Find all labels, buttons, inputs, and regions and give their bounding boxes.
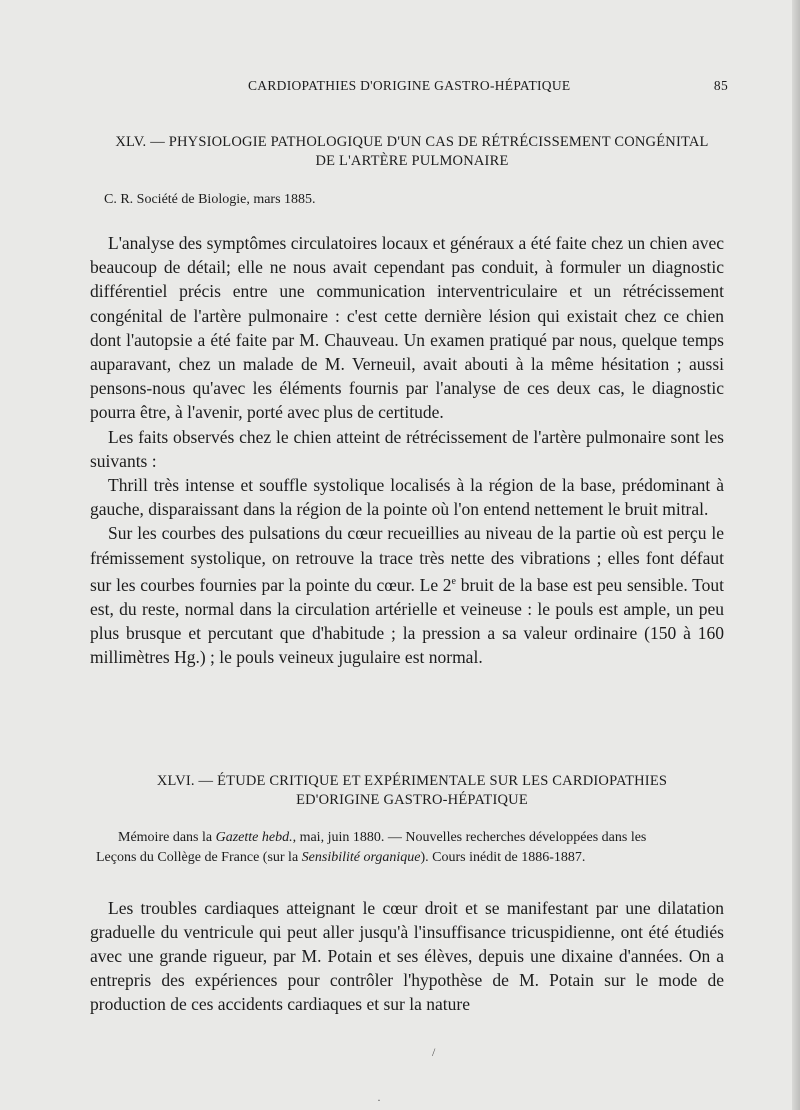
paragraph: L'analyse des symptômes circulatoires locaux et généraux a été faite chez un chien avec beaucoup de détail; elle ne nous avait cependant pas conduit, à formuler un diagnostic différentiel précis entre une communication interventriculaire et un rétrécissement congénital de l'artère pulmonaire : c'est cette dernière lésion qui existait chez ce chien dont l'autopsie a été faite par M. Chauveau. Un examen pratiqué par nous, quelque temps auparavant, chez un malade de M. Verneuil, avait abouti à la même hésitation ; aussi pensons-nous qu'avec les éléments fournis par l'analyse de ces deux cas, le diagnostic pourra être, à l'avenir, porté avec plus de certitude. — [90, 233, 724, 423]
section-45-source: C. R. Société de Biologie, mars 1885. — [104, 192, 316, 207]
section-45-body — [90, 231, 724, 669]
print-mark: · — [377, 1093, 381, 1107]
print-mark: / — [432, 1045, 436, 1059]
page-edge — [792, 0, 800, 1110]
paragraph: Sur les courbes des pulsations du cœur recueillies au niveau de la partie où est perçu le frémissement systolique, on retrouve la trace très nette des vibrations ; elles font défaut sur les courbes fournies par la pointe du cœur. Le 2e bruit de la base est peu sensible. Tout est, du reste, normal dans la circulation artérielle et veineuse : le pouls est ample, un peu plus brusque et percutant que d'habitude ; la pression a sa valeur ordinaire (150 à 160 millimètres Hg.) ; le pouls veineux jugulaire est normal. — [90, 523, 724, 668]
running-title: CARDIOPATHIES D'ORIGINE GASTRO-HÉPATIQUE — [248, 78, 571, 93]
source-line-2: Leçons du Collège de France (sur la Sensibilité organique). Cours inédit de 1886-1887. — [96, 850, 586, 865]
paragraph: Les faits observés chez le chien atteint de rétrécissement de l'artère pulmonaire sont les suivants : — [90, 426, 724, 471]
page-number: 85 — [713, 78, 728, 93]
source-line-1: Mémoire dans la Gazette hebd., mai, juin 1880. — Nouvelles recherches développées dans les — [118, 830, 647, 845]
section-45-heading — [96, 133, 728, 171]
paragraph: Thrill très intense et souffle systolique localisés à la région de la base, prédominant à gauche, disparaissant dans la région de la pointe où l'on entend nettement le bruit mitral. — [90, 475, 724, 520]
section-46-source — [96, 828, 728, 868]
section-46-heading-line-2: ED'ORIGINE GASTRO-HÉPATIQUE — [296, 792, 528, 808]
paragraph: Les troubles cardiaques atteignant le cœur droit et se manifestant par une dilatation graduelle du ventricule qui peut aller jusqu'à l'insuffisance tricuspidienne, ont été étudiés avec une grande rigueur, par M. Potain et ses élèves, depuis une dixaine d'années. On a entrepris des expériences pour contrôler l'hypothèse de M. Potain sur le mode de production de ces accidents cardiaques et sur la nature — [90, 898, 724, 1014]
section-46-body — [90, 896, 724, 1016]
section-46-heading-line-1: XLVI. — ÉTUDE CRITIQUE ET EXPÉRIMENTALE SUR LES CARDIOPATHIES — [156, 773, 668, 789]
section-46-heading — [96, 772, 728, 810]
section-45-heading-line-2: DE L'ARTÈRE PULMONAIRE — [315, 153, 509, 169]
section-45-heading-line-1: XLV. — PHYSIOLOGIE PATHOLOGIQUE D'UN CAS DE RÉTRÉCISSEMENT CONGÉNITAL — [115, 134, 709, 150]
